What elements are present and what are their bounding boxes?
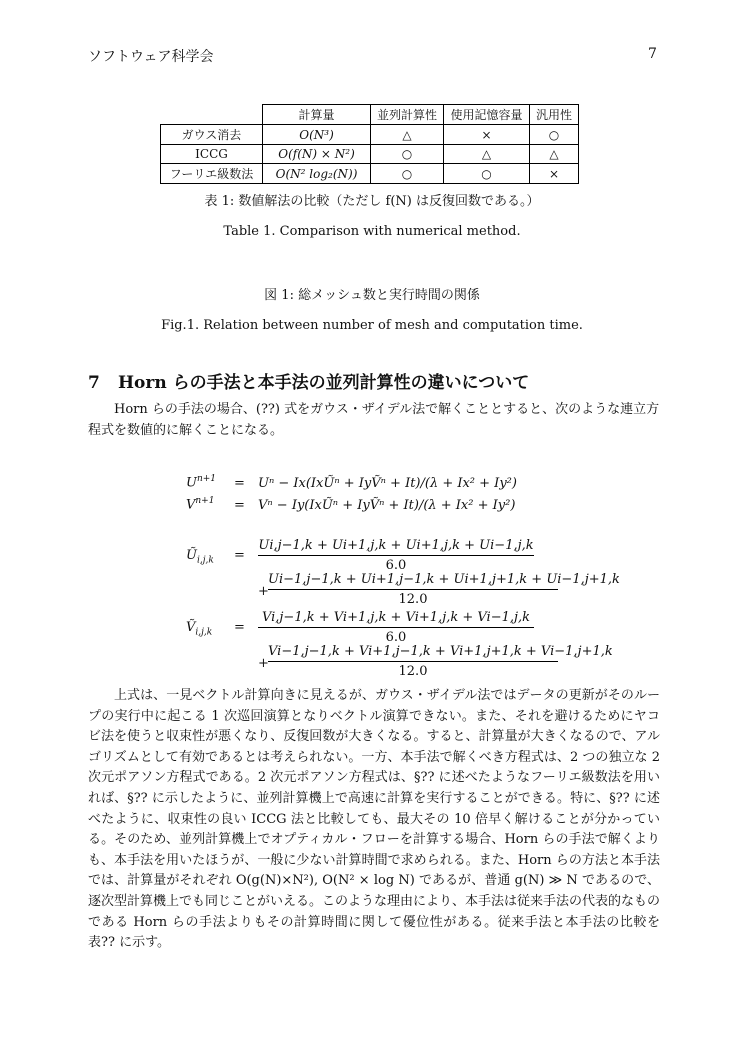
table-caption-jp: 表 1: 数値解法の比較（ただし f(N) は反復回数である。） bbox=[204, 194, 540, 209]
table-cell-parallel: ○ bbox=[371, 164, 444, 184]
table-row bbox=[161, 145, 579, 164]
section-title: Horn らの手法と本手法の並列計算性の違いについて bbox=[118, 373, 530, 393]
paragraph-discussion: 上式は、一見ベクトル計算向きに見えるが、ガウス・ザイデル法ではデータの更新がそのループの実行中に起こる 1 次巡回演算となりベクトル演算できない。また、それを避けるためにヤコビ法を使うと収束性が悪くなり、反復回数が大きくなる。すると、計算量が大きくなるので、アルゴリズムとして有効であるとは考えられない。一方、本手法で解くべき方程式は、2 つの独立な 2 次元ポアソン方程式である。2 次元ポアソン方程式は、§?? に述べたようなフーリエ級数法を用いれば、§?? に示したように、並列計算機上で高速に計算を実行することができる。特に、§?? に述べたように、収束性の良い ICCG 法と比較しても、最大その 10 倍早く解けることが分かっている。そのため、並列計算機上でオプティカル・フローを計算する場合、Horn らの手法で解くよりも、本手法を用いたほうが、一般に少ない計算時間で求められる。また、Horn らの方法と本手法では、計算量がそれぞれ O(g(N)×N²), O(N² × log N) であるが、普通 g(N) ≫ N であるので、逐次型計算機上でも同じことがいえる。このような理由により、本手法は従来手法の代表的なものである Horn らの手法よりもその計算時間に関して優位性がある。従来手法と本手法の比較を表?? に示す。 bbox=[88, 688, 661, 951]
equation-vt-equals: = bbox=[234, 620, 245, 635]
table-row bbox=[161, 125, 579, 145]
equation-vt-numerator-1: Vi,j−1,k + Vi+1,j,k + Vi+1,j,k + Vi−1,j,k bbox=[261, 610, 531, 625]
table-cell-complexity: O(N² log₂(N)) bbox=[263, 164, 371, 184]
equation-u-lhs bbox=[186, 474, 216, 490]
equation-ut-fraction-1 bbox=[258, 538, 534, 573]
comparison-table bbox=[160, 104, 579, 184]
table-cell-method: フーリエ級数法 bbox=[161, 164, 263, 184]
table-header-cell: 使用記憶容量 bbox=[444, 105, 530, 125]
table-cell-method: ICCG bbox=[161, 145, 263, 164]
equation-ut-denominator-1: 6.0 bbox=[385, 558, 407, 573]
equation-ut-subscript: i,j,k bbox=[196, 555, 214, 566]
equation-u-equals: = bbox=[234, 476, 245, 491]
table-header-row bbox=[161, 105, 579, 125]
equation-vt-subscript: i,j,k bbox=[195, 627, 213, 638]
equation-ut-plus: + bbox=[258, 584, 269, 599]
table-caption-en: Table 1. Comparison with numerical method. bbox=[223, 224, 521, 239]
table-cell-method: ガウス消去 bbox=[161, 125, 263, 145]
table-cell-parallel: △ bbox=[371, 125, 444, 145]
equation-ut-denominator-2: 12.0 bbox=[398, 592, 428, 607]
equation-ut-numerator-1: Ui,j−1,k + Ui+1,j,k + Ui+1,j,k + Ui−1,j,k bbox=[258, 538, 534, 553]
equation-u-superscript: n+1 bbox=[196, 474, 217, 484]
running-header-society: ソフトウェア科学会 bbox=[88, 49, 214, 65]
section-number: 7 bbox=[88, 373, 100, 393]
paragraph-intro: Horn らの手法の場合、(??) 式をガウス・ザイデル法で解くこととすると、次のような連立方程式を数値的に解くことになる。 bbox=[88, 402, 660, 438]
equation-ut-numerator-2: Ui−1,j−1,k + Ui+1,j−1,k + Ui+1,j+1,k + Ui−1,j+1,k bbox=[268, 572, 620, 587]
equation-ut-lhs bbox=[186, 548, 214, 566]
table-header-cell: 汎用性 bbox=[530, 105, 579, 125]
section-heading bbox=[88, 368, 529, 393]
equation-vt-fraction-1 bbox=[258, 610, 534, 645]
fraction-bar bbox=[258, 627, 534, 628]
equation-ut-symbol: Ũ bbox=[186, 548, 197, 563]
figure-caption-jp: 図 1: 総メッシュ数と実行時間の関係 bbox=[264, 288, 480, 303]
figure-caption-en: Fig.1. Relation between number of mesh and computation time. bbox=[161, 318, 583, 333]
table-cell-complexity: O(N³) bbox=[263, 125, 371, 145]
equation-vt-denominator-1: 6.0 bbox=[385, 630, 407, 645]
equation-v-superscript: n+1 bbox=[195, 496, 215, 506]
equation-ut-fraction-2 bbox=[268, 572, 620, 607]
equation-v-rhs: Vⁿ − Iy(IxŨⁿ + IyṼⁿ + It)/(λ + Ix² + Iy²) bbox=[258, 498, 516, 513]
fraction-bar bbox=[268, 661, 558, 662]
equation-v-lhs bbox=[186, 496, 214, 512]
fraction-bar bbox=[268, 589, 558, 590]
equation-ut-equals: = bbox=[234, 548, 245, 563]
table-cell-general: ○ bbox=[530, 125, 579, 145]
table-cell-memory: △ bbox=[444, 145, 530, 164]
table-cell-memory: ○ bbox=[444, 164, 530, 184]
equation-vt-fraction-2 bbox=[268, 644, 613, 679]
table-cell-general: × bbox=[530, 164, 579, 184]
table-header-cell: 計算量 bbox=[263, 105, 371, 125]
equation-v-equals: = bbox=[234, 498, 245, 513]
equation-vt-numerator-2: Vi−1,j−1,k + Vi+1,j−1,k + Vi+1,j+1,k + Vi−1,j+1,k bbox=[268, 644, 613, 659]
table-cell-memory: × bbox=[444, 125, 530, 145]
equation-vt-symbol: Ṽ bbox=[186, 620, 196, 635]
equation-u-symbol: U bbox=[186, 475, 197, 491]
table-corner-cell bbox=[161, 105, 263, 125]
equation-u-rhs: Uⁿ − Ix(IxŨⁿ + IyṼⁿ + It)/(λ + Ix² + Iy²) bbox=[258, 476, 517, 491]
equation-vt-plus: + bbox=[258, 656, 269, 671]
equation-vt-lhs bbox=[186, 620, 212, 638]
fraction-bar bbox=[258, 555, 534, 556]
page-number: 7 bbox=[648, 46, 657, 62]
table-cell-parallel: ○ bbox=[371, 145, 444, 164]
table-row bbox=[161, 164, 579, 184]
equation-v-symbol: V bbox=[186, 497, 196, 513]
table-header-cell: 並列計算性 bbox=[371, 105, 444, 125]
table-cell-complexity: O(f(N) × N²) bbox=[263, 145, 371, 164]
table-cell-general: △ bbox=[530, 145, 579, 164]
equation-vt-denominator-2: 12.0 bbox=[398, 664, 428, 679]
